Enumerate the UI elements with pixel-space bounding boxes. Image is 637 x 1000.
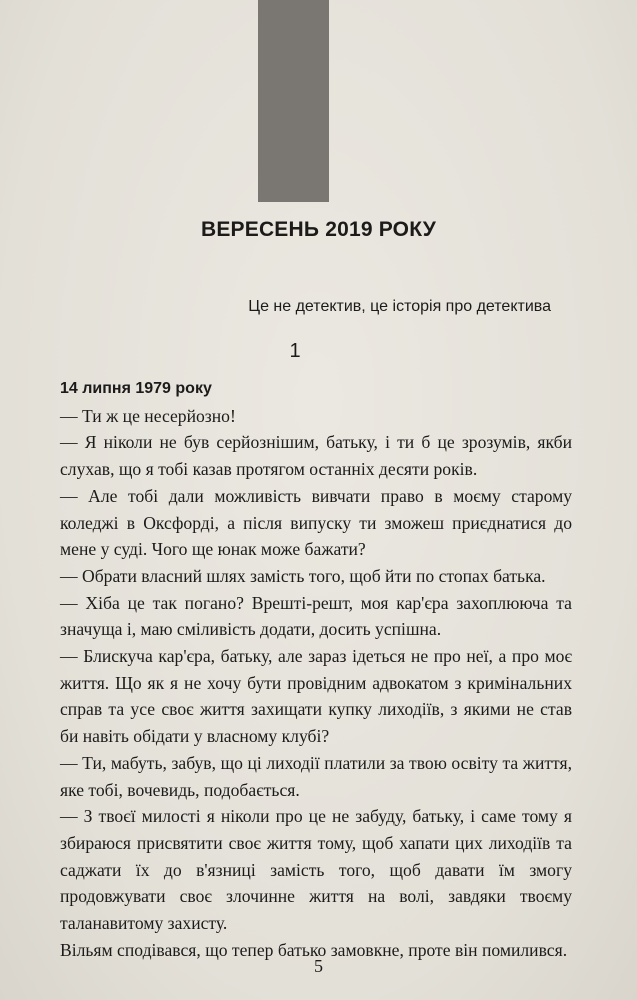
section-number: 1 [289,340,301,362]
chapter-header-bar [258,0,329,202]
paragraph: — Ти ж це несерйозно! [60,405,236,426]
paragraph: — Я ніколи не був серйознішим, батьку, і ти б це зрозумів, якби слухав, що я тобі казав протягом останніх десяти років. [60,432,572,480]
page-number: 5 [314,956,323,976]
paragraph: — З твоєї милості я ніколи про це не забуду, батьку, і саме тому я збираюся присвятити своє життя тому, щоб хапати цих лиходіїв та саджати їх до в'язниці замість того, щоб давати їм змогу продовжувати своє злочинне життя на волі, завдяки твоєму таланавитому захисту. [60,806,572,934]
chapter-title: ВЕРЕСЕНЬ 2019 РОКУ [200,218,437,241]
paragraph: Вільям сподівався, що тепер батько замовкне, проте він помилився. [60,939,568,960]
paragraph: — Хіба це так погано? Врешті-решт, моя кар'єра захоплююча та значуща і, маю сміливість додати, досить успішна. [60,592,572,640]
body-text [60,376,572,963]
paragraph: — Обрати власний шлях замість того, щоб йти по стопах батька. [60,565,546,586]
epigraph: Це не детектив, це історія про детектива [248,298,551,315]
paragraph: — Блискуча кар'єра, батьку, але зараз ідеться не про неї, а про моє життя. Що як я не хочу бути провідним адвокатом з кримінальних справ та усе своє життя захищати купку лиходіїв, з якими не став би навіть обідати у власному клубі? [60,646,572,747]
date-line: 14 липня 1979 року [60,380,212,397]
paragraph: — Ти, мабуть, забув, що ці лиходії платили за твою освіту та життя, яке тобі, вочевидь, подобається. [60,752,572,800]
paragraph: — Але тобі дали можливість вивчати право в моєму старому коледжі в Оксфорді, а після випуску ти зможеш приєднатися до мене у суді. Чого ще юнак може бажати? [60,485,572,560]
